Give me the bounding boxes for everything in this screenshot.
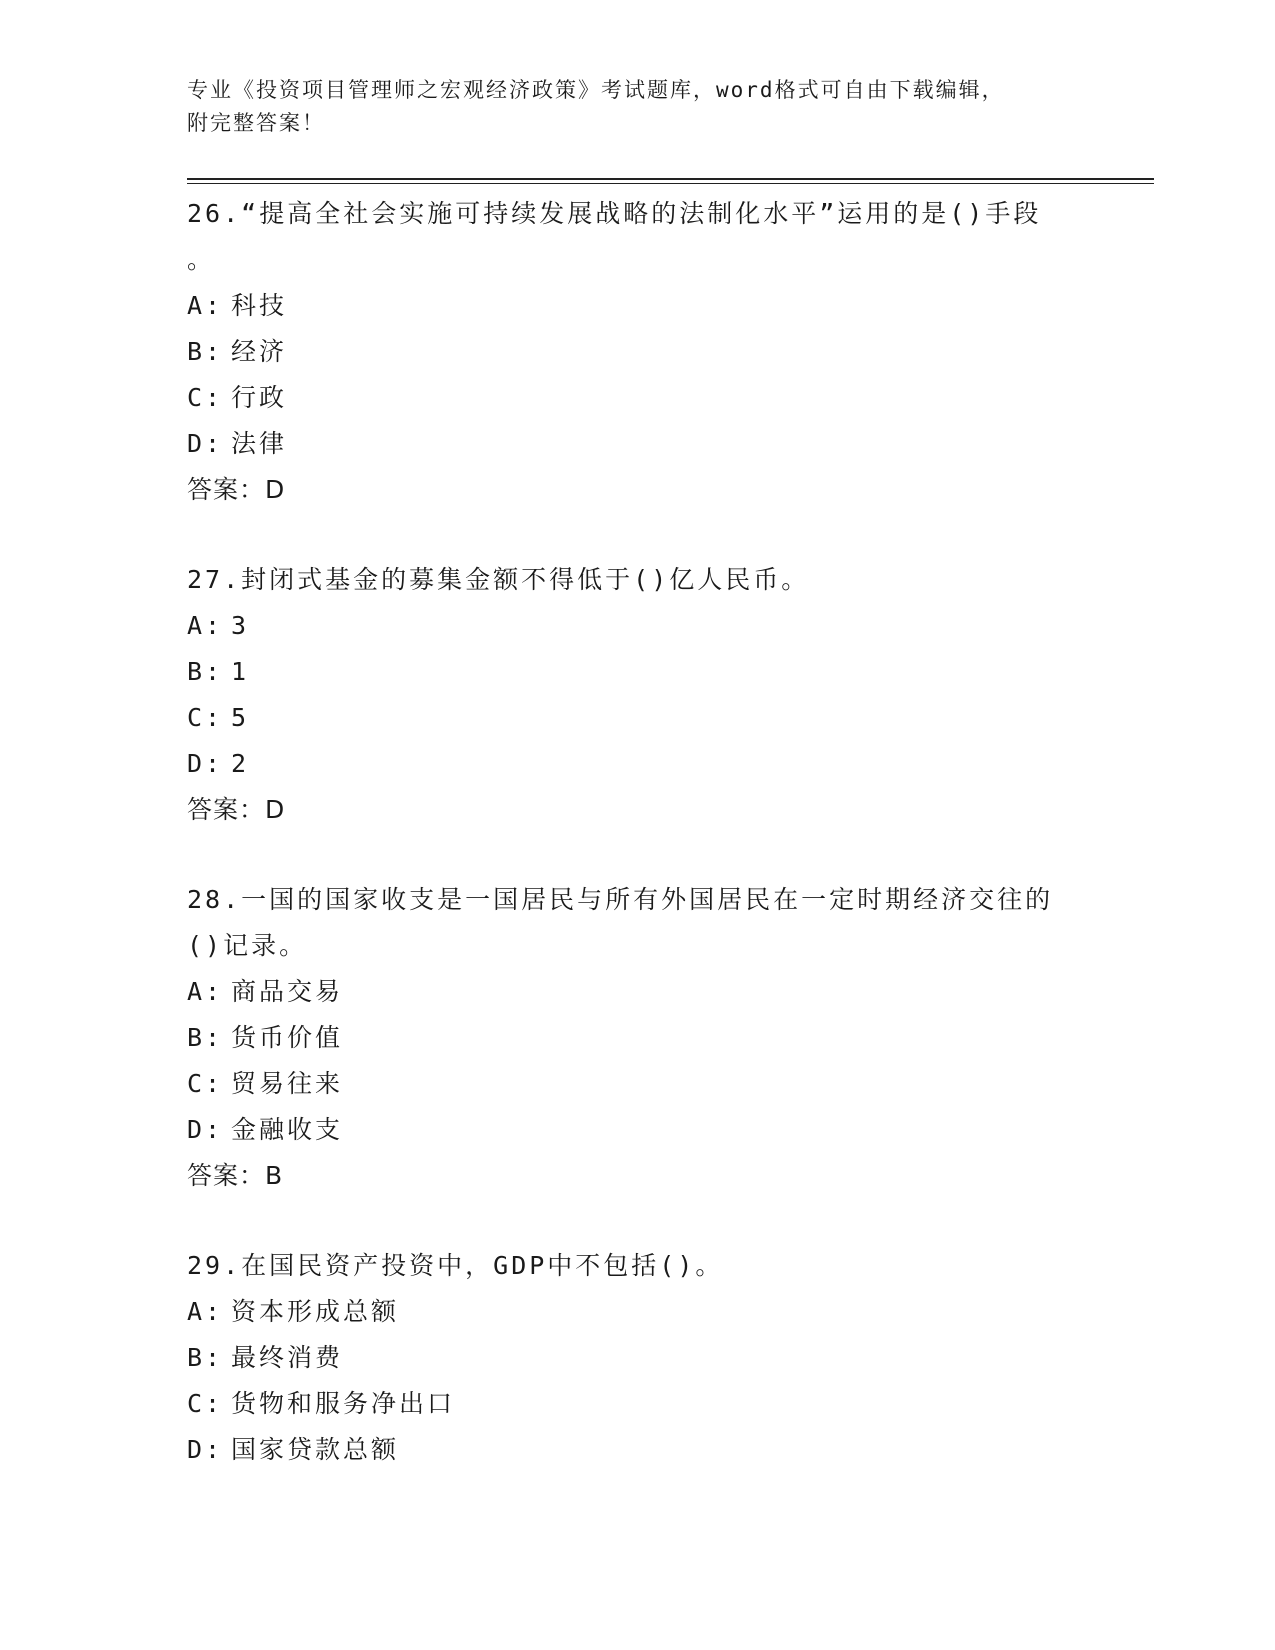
option-text: 资本形成总额: [231, 1297, 400, 1326]
option-b: [187, 1015, 1087, 1061]
option-letter: B:: [187, 337, 224, 366]
option-letter: D:: [187, 429, 224, 458]
option-letter: B:: [187, 1023, 224, 1052]
option-d: [187, 1427, 1087, 1473]
option-letter: D:: [187, 749, 224, 778]
option-letter: C:: [187, 1069, 224, 1098]
option-letter: B:: [187, 657, 224, 686]
option-letter: A:: [187, 291, 224, 320]
question-spacer: [187, 1199, 1087, 1243]
question-spacer: [187, 513, 1087, 557]
option-text: 经济: [231, 337, 288, 366]
question-stem-continued: 。: [187, 245, 216, 274]
option-text: 5: [231, 703, 250, 732]
option-text: 2: [231, 749, 250, 778]
option-text: 货物和服务净出口: [231, 1389, 456, 1418]
question-27: [187, 557, 1087, 833]
option-letter: A:: [187, 1297, 224, 1326]
option-text: 金融收支: [231, 1115, 344, 1144]
option-text: 商品交易: [231, 977, 344, 1006]
option-text: 货币价值: [231, 1023, 344, 1052]
option-text: 贸易往来: [231, 1069, 344, 1098]
option-text: 最终消费: [231, 1343, 344, 1372]
option-a: [187, 283, 1087, 329]
option-letter: B:: [187, 1343, 224, 1372]
option-c: [187, 375, 1087, 421]
option-letter: C:: [187, 383, 224, 412]
option-c: [187, 695, 1087, 741]
option-d: [187, 421, 1087, 467]
option-b: [187, 1335, 1087, 1381]
question-stem: 26.“提高全社会实施可持续发展战略的法制化水平”运用的是()手段: [187, 199, 1042, 228]
option-a: [187, 603, 1087, 649]
option-letter: C:: [187, 1389, 224, 1418]
header-line-2: 附完整答案！: [187, 111, 325, 135]
question-list: [187, 191, 1087, 1473]
question-spacer: [187, 833, 1087, 877]
option-a: [187, 969, 1087, 1015]
option-b: [187, 329, 1087, 375]
question-29: [187, 1243, 1087, 1473]
answer-line: 答案：D: [187, 475, 286, 504]
question-stem: 27.封闭式基金的募集金额不得低于()亿人民币。: [187, 565, 810, 594]
question-stem: 28.一国的国家收支是一国居民与所有外国居民在一定时期经济交往的: [187, 885, 1054, 914]
question-26: [187, 191, 1087, 513]
option-d: [187, 741, 1087, 787]
option-text: 国家贷款总额: [231, 1435, 400, 1464]
header-divider-thin: [187, 183, 1154, 184]
option-letter: D:: [187, 1115, 224, 1144]
option-b: [187, 649, 1087, 695]
option-text: 科技: [231, 291, 288, 320]
option-text: 3: [231, 611, 250, 640]
option-letter: A:: [187, 611, 224, 640]
option-text: 1: [231, 657, 250, 686]
header-line-1: 专业《投资项目管理师之宏观经济政策》考试题库，word格式可自由下载编辑，: [187, 78, 1005, 102]
header-divider-thick: [187, 178, 1154, 180]
option-letter: D:: [187, 1435, 224, 1464]
question-stem: 29.在国民资产投资中，GDP中不包括()。: [187, 1251, 724, 1280]
question-stem-continued: ()记录。: [187, 931, 308, 960]
option-d: [187, 1107, 1087, 1153]
question-28: [187, 877, 1087, 1199]
answer-line: 答案：B: [187, 1161, 284, 1190]
answer-line: 答案：D: [187, 795, 286, 824]
option-letter: A:: [187, 977, 224, 1006]
option-a: [187, 1289, 1087, 1335]
option-c: [187, 1061, 1087, 1107]
document-header: [187, 74, 1087, 140]
option-text: 法律: [231, 429, 288, 458]
option-c: [187, 1381, 1087, 1427]
option-letter: C:: [187, 703, 224, 732]
option-text: 行政: [231, 383, 288, 412]
